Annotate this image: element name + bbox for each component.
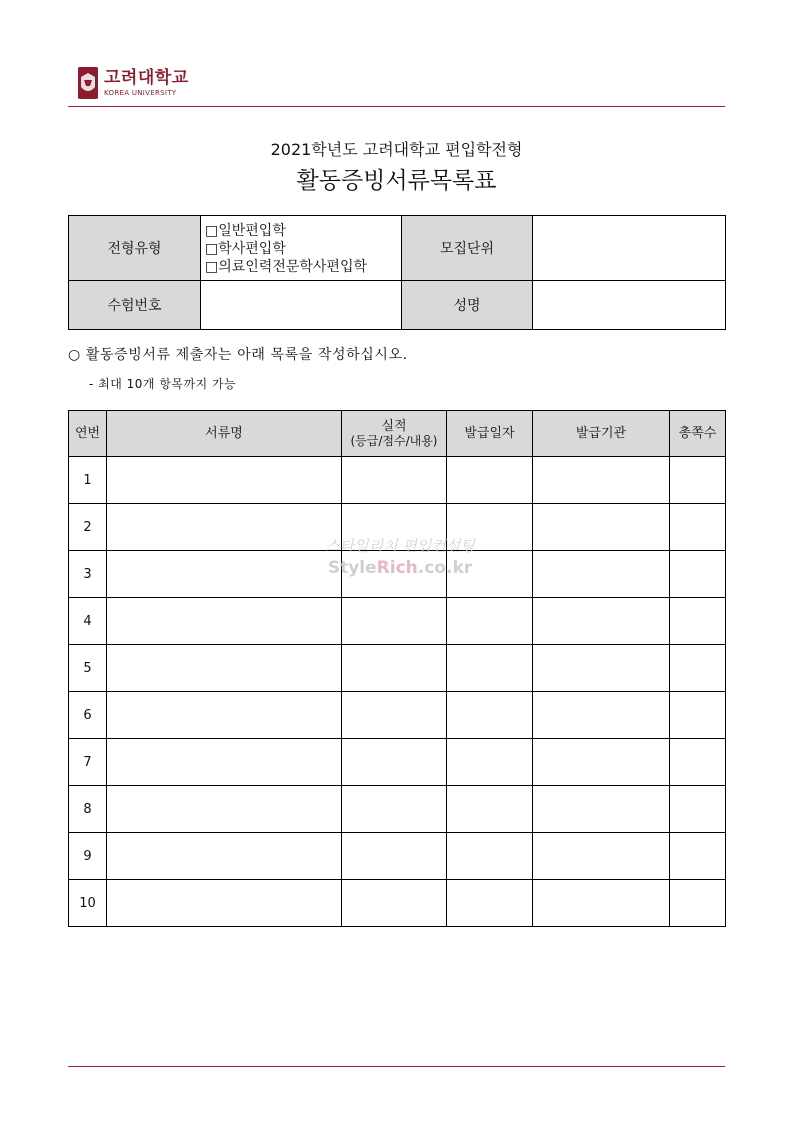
recruitment-unit-label: 모집단위 bbox=[402, 216, 533, 281]
issue-date-cell[interactable] bbox=[447, 598, 533, 645]
issue-date-cell[interactable] bbox=[447, 880, 533, 927]
watermark-domain: .co.kr bbox=[417, 558, 473, 578]
table-row bbox=[69, 504, 726, 551]
pages-cell[interactable] bbox=[670, 551, 726, 598]
column-header-no: 연번 bbox=[69, 411, 107, 457]
admission-type-option[interactable]: □의료인력전문학사편입학 bbox=[205, 259, 367, 275]
achievement-cell[interactable] bbox=[342, 457, 447, 504]
row-number: 2 bbox=[69, 504, 107, 551]
footer-divider bbox=[68, 1066, 725, 1067]
row-number: 3 bbox=[69, 551, 107, 598]
achievement-subtitle: (등급/점수/내용) bbox=[350, 433, 438, 448]
row-number: 7 bbox=[69, 739, 107, 786]
issue-date-cell[interactable] bbox=[447, 645, 533, 692]
admission-type-label: 전형유형 bbox=[69, 216, 201, 281]
table-row bbox=[69, 551, 726, 598]
issuer-cell[interactable] bbox=[533, 504, 670, 551]
header-divider bbox=[68, 106, 725, 107]
issue-date-cell[interactable] bbox=[447, 551, 533, 598]
doc-name-cell[interactable] bbox=[107, 551, 342, 598]
row-number: 4 bbox=[69, 598, 107, 645]
pages-cell[interactable] bbox=[670, 457, 726, 504]
table-row bbox=[69, 457, 726, 504]
doc-name-cell[interactable] bbox=[107, 598, 342, 645]
doc-name-cell[interactable] bbox=[107, 504, 342, 551]
issuer-cell[interactable] bbox=[533, 739, 670, 786]
row-number: 8 bbox=[69, 786, 107, 833]
pages-cell[interactable] bbox=[670, 786, 726, 833]
achievement-cell[interactable] bbox=[342, 645, 447, 692]
row-number: 9 bbox=[69, 833, 107, 880]
pages-cell[interactable] bbox=[670, 598, 726, 645]
table-row bbox=[69, 833, 726, 880]
doc-name-cell[interactable] bbox=[107, 457, 342, 504]
table-row bbox=[69, 880, 726, 927]
doc-name-cell[interactable] bbox=[107, 786, 342, 833]
issuer-cell[interactable] bbox=[533, 786, 670, 833]
watermark-style: Style bbox=[327, 558, 377, 578]
doc-name-cell[interactable] bbox=[107, 833, 342, 880]
table-row bbox=[69, 739, 726, 786]
row-number: 5 bbox=[69, 645, 107, 692]
column-header-issuer: 발급기관 bbox=[533, 411, 670, 457]
pages-cell[interactable] bbox=[670, 645, 726, 692]
column-header-doc-name: 서류명 bbox=[107, 411, 342, 457]
name-label: 성명 bbox=[402, 281, 533, 330]
achievement-cell[interactable] bbox=[342, 786, 447, 833]
row-number: 6 bbox=[69, 692, 107, 739]
pages-cell[interactable] bbox=[670, 739, 726, 786]
row-number: 10 bbox=[69, 880, 107, 927]
issuer-cell[interactable] bbox=[533, 833, 670, 880]
doc-name-cell[interactable] bbox=[107, 739, 342, 786]
table-row bbox=[69, 645, 726, 692]
achievement-cell[interactable] bbox=[342, 598, 447, 645]
doc-name-cell[interactable] bbox=[107, 880, 342, 927]
issuer-cell[interactable] bbox=[533, 551, 670, 598]
achievement-cell[interactable] bbox=[342, 739, 447, 786]
issue-date-cell[interactable] bbox=[447, 739, 533, 786]
issuer-cell[interactable] bbox=[533, 645, 670, 692]
pages-cell[interactable] bbox=[670, 692, 726, 739]
column-header-achievement bbox=[342, 411, 447, 457]
applicant-info-table bbox=[68, 215, 726, 330]
admission-type-options bbox=[201, 216, 402, 281]
logo-subtitle: KOREA UNIVERSITY bbox=[104, 88, 177, 97]
table-row bbox=[69, 692, 726, 739]
achievement-cell[interactable] bbox=[342, 504, 447, 551]
instruction-text: ○ 활동증빙서류 제출자는 아래 목록을 작성하십시오. bbox=[68, 347, 408, 363]
pages-cell[interactable] bbox=[670, 833, 726, 880]
issue-date-cell[interactable] bbox=[447, 504, 533, 551]
name-field[interactable] bbox=[533, 281, 726, 330]
issue-date-cell[interactable] bbox=[447, 786, 533, 833]
achievement-title: 실적 bbox=[381, 418, 407, 434]
document-subtitle: 2021학년도 고려대학교 편입학전형 bbox=[270, 140, 523, 159]
university-seal-icon bbox=[78, 67, 98, 99]
document-title: 활동증빙서류목록표 bbox=[296, 168, 497, 194]
watermark-rich: Rich bbox=[376, 558, 418, 578]
issue-date-cell[interactable] bbox=[447, 833, 533, 880]
logo-name: 고려대학교 bbox=[104, 67, 189, 88]
pages-cell[interactable] bbox=[670, 504, 726, 551]
doc-name-cell[interactable] bbox=[107, 645, 342, 692]
achievement-cell[interactable] bbox=[342, 692, 447, 739]
recruitment-unit-field[interactable] bbox=[533, 216, 726, 281]
issuer-cell[interactable] bbox=[533, 457, 670, 504]
admission-type-option[interactable]: □학사편입학 bbox=[205, 241, 286, 257]
achievement-cell[interactable] bbox=[342, 833, 447, 880]
achievement-cell[interactable] bbox=[342, 880, 447, 927]
column-header-pages: 총쪽수 bbox=[670, 411, 726, 457]
issue-date-cell[interactable] bbox=[447, 692, 533, 739]
table-row bbox=[69, 786, 726, 833]
exam-number-field[interactable] bbox=[201, 281, 402, 330]
document-list-table bbox=[68, 410, 726, 927]
column-header-issue-date: 발급일자 bbox=[447, 411, 533, 457]
document-list-body bbox=[69, 457, 726, 927]
row-number: 1 bbox=[69, 457, 107, 504]
issue-date-cell[interactable] bbox=[447, 457, 533, 504]
achievement-cell[interactable] bbox=[342, 551, 447, 598]
instruction-note: - 최대 10개 항목까지 가능 bbox=[89, 377, 237, 391]
doc-name-cell[interactable] bbox=[107, 692, 342, 739]
admission-type-option[interactable]: □일반편입학 bbox=[205, 223, 286, 239]
exam-number-label: 수험번호 bbox=[69, 281, 201, 330]
issuer-cell[interactable] bbox=[533, 880, 670, 927]
table-row bbox=[69, 598, 726, 645]
issuer-cell[interactable] bbox=[533, 692, 670, 739]
issuer-cell[interactable] bbox=[533, 598, 670, 645]
university-logo bbox=[78, 67, 189, 99]
pages-cell[interactable] bbox=[670, 880, 726, 927]
watermark-line1: 스타일리치 편입컨설팅 bbox=[325, 537, 475, 555]
